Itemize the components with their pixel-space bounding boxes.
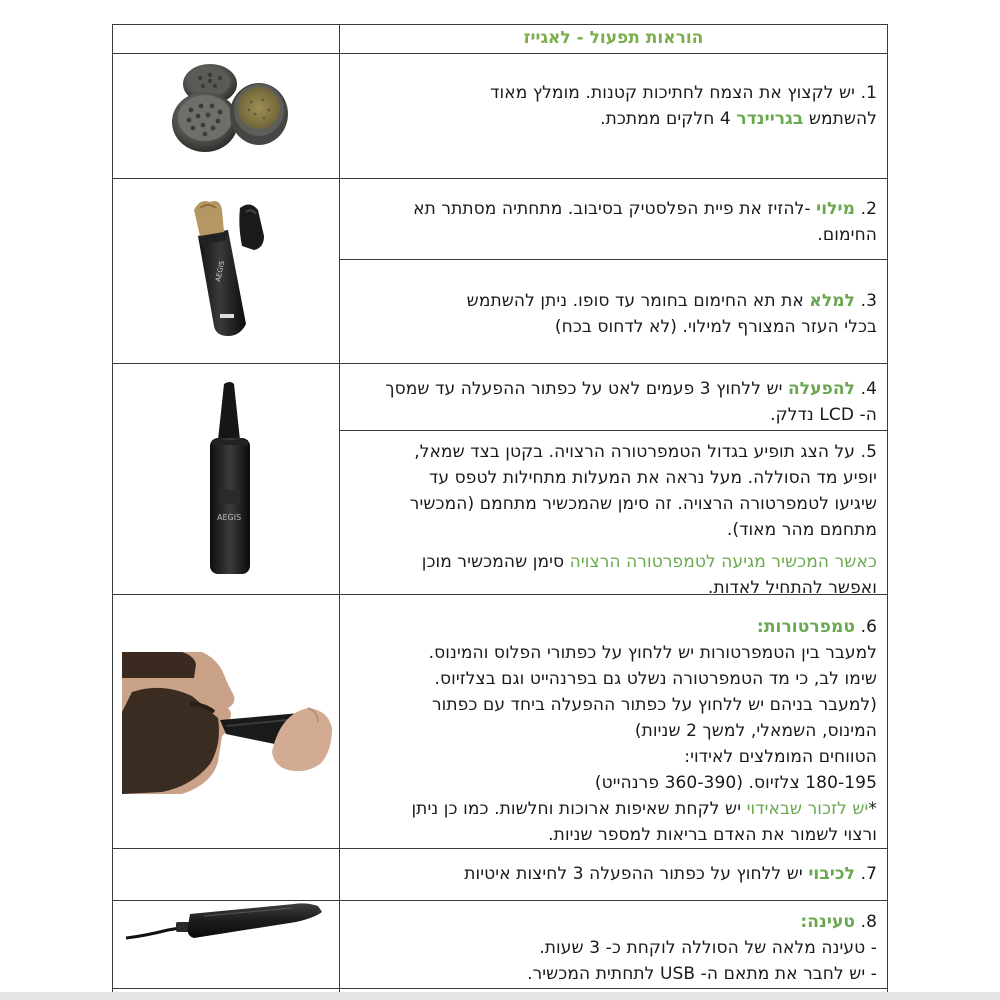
- fill-highlight: למלא: [809, 291, 856, 311]
- row-line-5: [339, 430, 888, 431]
- row-line-9: [112, 988, 888, 989]
- step-2-text: 2. מילוי -להזיז את פיית הפלסטיק בסיבוב. מתחתיה מסתתר תא החימום.: [413, 199, 877, 245]
- ready-note-highlight: כאשר המכשיר מגיעה לטמפרטורה הרצויה: [569, 552, 877, 572]
- step-3-text: 3. למלא את תא החימום בחומר עד סופו. ניתן להשתמש בכלי העזר המצורף למילוי. (לא לדחוס בכח): [466, 291, 877, 337]
- filling-highlight: מילוי: [816, 199, 856, 219]
- step-5-text: 5. על הצג תופיע בגדול הטמפרטורה הרצויה. בקטן בצד שמאל, יופיע מד הסוללה. מעל נראה את המעלות מתחילות לטפס עד שיגיעו לטמפרטורה הרצויה. זה סימן שהמכשיר מתחמם (המכשיר מתחמם מהר מאוד). כאשר המכשיר מגיעה לטמפרטורה הרצויה סימן שהמכשיר מוכן ואפשר להתחיל לאדות.: [409, 442, 877, 598]
- power-off-highlight: לכיבוי: [808, 864, 856, 884]
- vaporizer-closed-image: [200, 380, 260, 580]
- table-divider-vertical: [339, 24, 340, 1000]
- row-line-7: [112, 848, 888, 849]
- row-line-4: [112, 363, 888, 364]
- table-border-right: [887, 24, 888, 1000]
- device-brand-label-open: AEGIS: [214, 260, 227, 283]
- table-border-top: [112, 24, 888, 25]
- man-using-device-image: [122, 652, 334, 794]
- temperatures-highlight: טמפרטורות: [763, 617, 856, 637]
- step-6-text: 6. טמפרטורות: למעבר בין הטמפרטורות יש ללחוץ על כפתורי הפלוס והמינוס. שימו לב, כי מד הטמפרטורה נשלט גם בפרנהייט וגם בצלזיוס. (למעבר בניהם יש ללחוץ על כפתור ההפעלה ביחד עם כפתור המינוס, השמאלי, למשך 2 שניות) הטווחים המומלצים לאידוי: 180-195 צלזיוס. (360-390 פרנהייט) *יש לזכור שבאידוי יש לקחת שאיפות ארוכות וחלשות. כמו כן ניתן ורצוי לשמור את האדם בריאות למספר שניות.: [411, 617, 877, 845]
- grinder-image: [165, 58, 295, 158]
- power-on-highlight: להפעלה: [788, 379, 856, 399]
- remember-highlight: יש לזכור שבאידוי: [746, 799, 869, 819]
- step-4-text: 4. להפעלה יש ללחוץ 3 פעמים לאט על כפתור ההפעלה עד שמסך ה- LCD נדלק.: [385, 379, 877, 425]
- bottom-gray-bar: [0, 992, 1000, 1000]
- grinder-highlight: בגריינדר: [736, 109, 804, 129]
- step-1-text: 1. יש לקצוץ את הצמח לחתיכות קטנות. מומלץ מאוד להשתמש בגריינדר 4 חלקים ממתכת.: [490, 83, 877, 129]
- step-8-text: 8. טעינה: - טעינה מלאה של הסוללה לוקחת כ- 3 שעות. - יש לחבר את מתאם ה- USB לתחתית המכשיר.: [527, 912, 877, 984]
- row-line-1: [112, 53, 888, 54]
- row-line-3: [339, 259, 888, 260]
- charging-highlight: טעינה: [807, 912, 856, 932]
- table-header-title: הוראות תפעול - לאגייז: [523, 28, 704, 48]
- vaporizer-open-image: [180, 196, 280, 341]
- table-border-left: [112, 24, 113, 1000]
- row-line-2: [112, 178, 888, 179]
- charging-device-image: [124, 896, 328, 948]
- device-brand-label-closed: AEGIS: [217, 513, 242, 522]
- step-7-text: 7. לכיבוי יש ללחוץ על כפתור ההפעלה 3 לחיצות איטיות: [464, 864, 877, 884]
